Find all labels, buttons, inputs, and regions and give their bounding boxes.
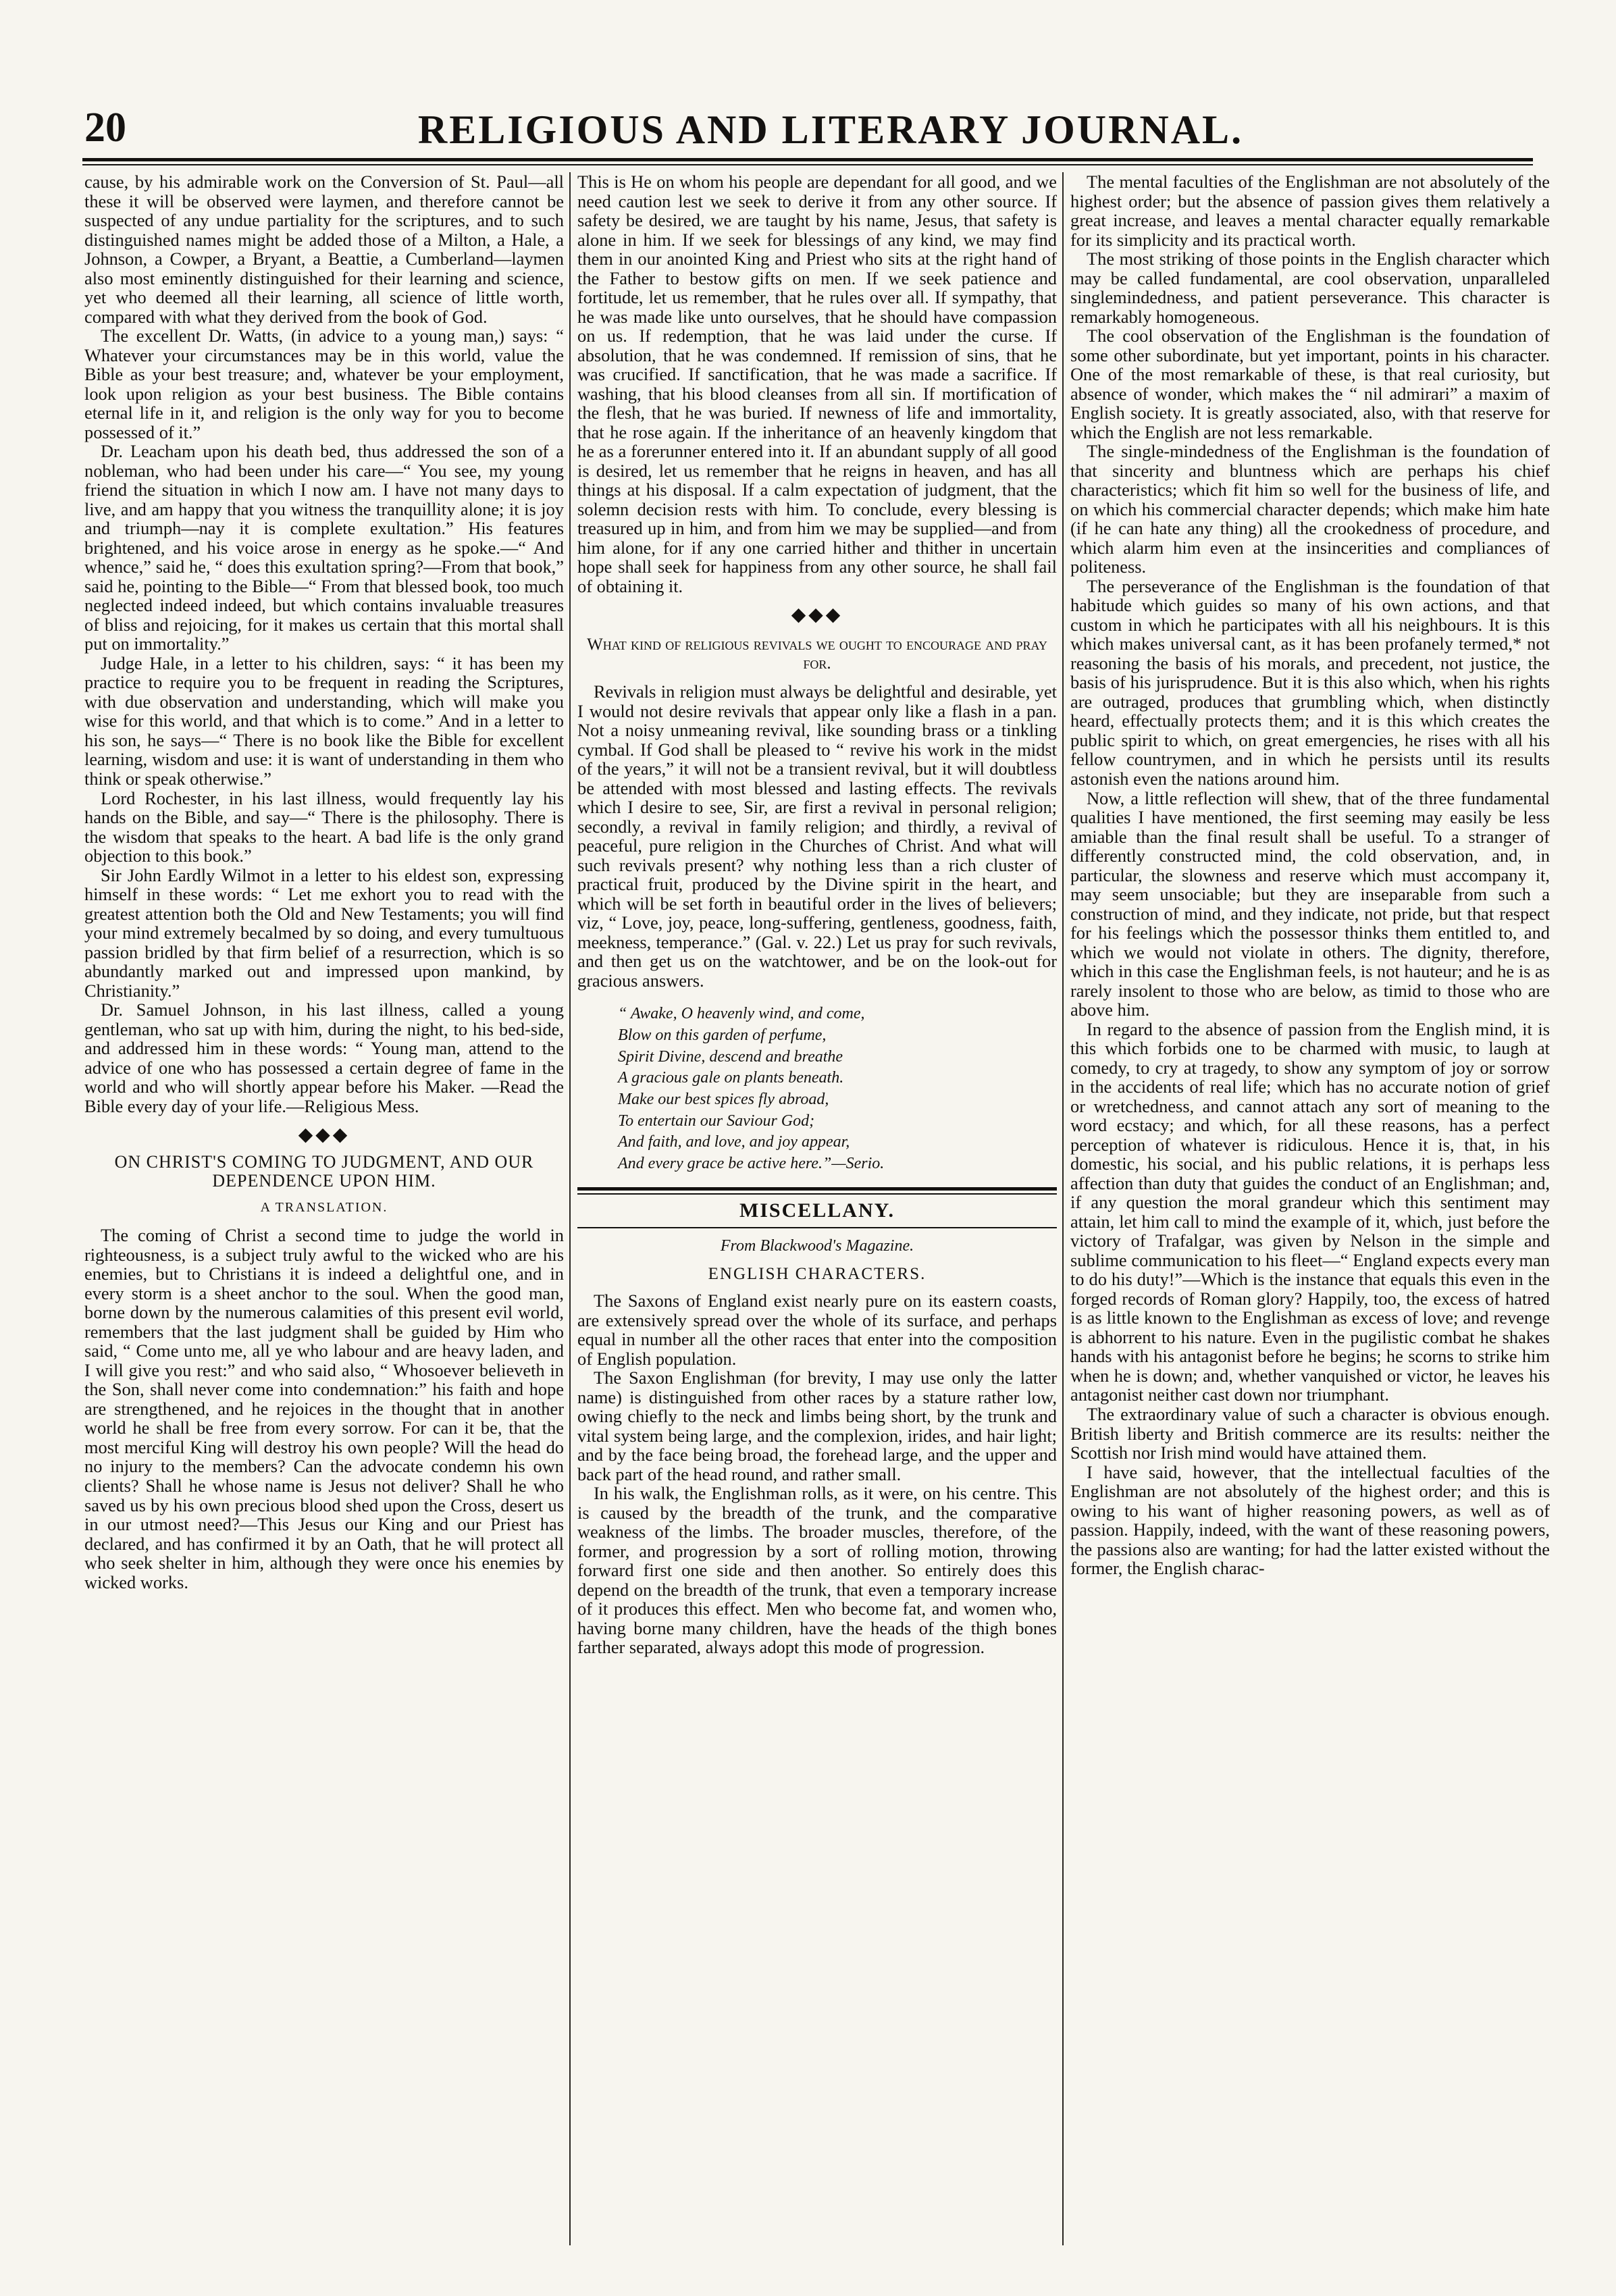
journal-title: RELIGIOUS AND LITERARY JOURNAL. [417,107,1244,152]
column-divider [1062,172,1064,2245]
paragraph: The excellent Dr. Watts, (in advice to a young man,) says: “ Whatever your circumstances may be in this world, value the Bible as your best treasure; and, whatever be your employment, look upon religion as your best business. The Bible contains eternal life in it, and religion is the only way for you to become possessed of it.” [84,325,564,442]
paragraph: The perseverance of the Englishman is the foundation of that habitude which guides so many of his own actions, and that custom in which he participates with all his neighbours. It is this which makes universal cant, as it has been profanely termed,* not reasoning the basis of his morals, and precedent, not justice, the basis of his jurisprudence. But it is this also which, when his rights are outraged, produces that grumbling which, when distinctly heard, effectually protects them; and it is this which creates the public spirit to which, on great emergencies, he rises with all his fellow countrymen, and in which he persists until its results astonish even the nations around him. [1070,575,1550,789]
paragraph: In his walk, the Englishman rolls, as it were, on his centre. This is caused by the breadth of the trunk, and the comparative weakness of the limbs. The broader muscles, therefore, of the former, and progression by a sort of rolling motion, throwing forward first one side and then another. So entirely does this depend on the breadth of the trunk, that even a temporary increase of it produces this effect. Men who become fat, and women who, having borne many children, have the heads of the thigh bones farther separated, always adopt this mode of progression. [577,1483,1057,1658]
column-3 [1070,172,1550,2252]
article-heading: ENGLISH CHARACTERS. [708,1265,927,1283]
paragraph: This is He on whom his people are dependant for all good, and we need caution lest we seek to derive it from any other source. If safety be desired, we are taught by his name, Jesus, that safety is alone in him. If we seek for blessings of any kind, we may find them in our anointed King and Priest who sits at the right hand of the Father to bestow gifts on men. If we seek patience and fortitude, let us remember, that he rules over all. If sympathy, that he was made like unto ourselves, that he should have compassion on us. If redemption, that he was laid under the curse. If absolution, that he was condemned. If remission of sins, that he was crucified. If sanctification, that he was made a sacrifice. If washing, that his blood cleanses from all sin. If mortification of the flesh, that he was buried. If newness of life and immortality, that he rose again. If the inheritance of an heavenly kingdom that he as a forerunner entered into it. If an abundant supply of all good is desired, let us remember that he reigns in heaven, and has all things at his disposal. If a calm expectation of judgment, that the solemn decision rests with him. To conclude, every blessing is treasured up in him, and from him we may be supplied—and from him alone, for if any one carried hither and thither in uncertain hope shall seek for happiness from any other source, he shall fail of obtaining it. [577,172,1057,596]
paragraph: The coming of Christ a second time to judge the world in righteousness, is a subject truly awful to the wicked who are his enemies, but to Christians it is indeed a delightful one, and in every storm is a sheet anchor to the soul. When the good man, borne down by the numerous calamities of this present evil world, remembers that the last judgment shall be guided by Him who said, “ Come unto me, all ye who labour and are heavy laden, and I will give you rest:” and who said also, “ Whosoever believeth in the Son, shall never come into condemnation:” his faith and hope are strengthened, and he rejoices in the thought that in another world he shall be free from every sorrow. For can it be, that the most merciful King will destroy his own people? Will the head do no injury to the members? Can the advocate condemn his own clients? Shall he whose name is Jesus not deliver? Shall he who saved us by his own precious blood shed upon the Cross, desert us in our utmost need?—This Jesus our King and our Priest has declared, and has confirmed it by an Oath, that he will protect all who seek shelter in him, although they were once his enemies by wicked works. [84,1225,564,1592]
paragraph: Sir John Eardly Wilmot in a letter to his eldest son, expressing himself in these words: “ Let me exhort you to read with the greatest attention both the Old and New Testaments; you will find your mind extremely becalmed by so doing, and every tumultuous passion bridled by that firm belief of a resurrection, which is so abundantly marked out and impressed upon mankind, by Christianity.” [84,864,564,1001]
article-subheading: A TRANSLATION. [260,1199,388,1215]
ornament-divider: ◆◆◆ [791,604,843,626]
paragraph: The extraordinary value of such a character is obvious enough. British liberty and British commerce are its results: neither the Scottish nor Irish mind would have attained them. [1070,1404,1550,1463]
poem-line: “ Awake, O heavenly wind, and come, [618,1005,865,1023]
paragraph: The Saxon Englishman (for brevity, I may use only the latter name) is distinguished from other races by a stature rather low, owing chiefly to the neck and limbs being short, by the trunk and vital system being large, and the complexion, irides, and hair light; and by the face being broad, the forehead large, and the upper and back part of the head round, and rather small. [577,1367,1057,1484]
poem-line: Blow on this garden of perfume, [618,1026,827,1044]
paragraph: In regard to the absence of passion from the English mind, it is this which forbids one to be charmed with music, to laugh at comedy, to cry at tragedy, to show any symptom of joy or sorrow in the accidents of real life; which has no accurate notion of grief or wretchedness, and cannot attach any sort of meaning to the word ecstacy; and which, for all these reasons, has a perfect perception of whatever is ridiculous. Hence it is, that, in his domestic, his social, and his public relations, it is perhaps less affection than duty that guides the conduct of an Englishman; and, if any question the moral grandeur which this sentiment may attain, let him call to mind the example of it, which, just before the victory of Trafalgar, was given by Nelson in the simple and sublime communication to his fleet—“ England expects every man to do his duty!”—Which is the instance that equals this even in the forged records of Roman glory? Happily, too, the excess of hatred is as little known to the Englishman as excess of love; and revenge is abhorrent to his nature. Even in the pugilistic combat he shakes hands with his antagonist before he begins; he scorns to strike him when he is down; and, whether vanquished or victor, he leaves his antagonist neither cast down nor triumphant. [1070,1018,1550,1405]
poem [618,1003,1057,1174]
paragraph: The most striking of those points in the English character which may be called fundamental, are cool observation, unparalleled singlemindedness, and patient perseverance. This character is remarkably homogeneous. [1070,249,1550,327]
paragraph: Lord Rochester, in his last illness, would frequently lay his hands on the Bible, and say—“ There is the philosophy. There is the wisdom that speaks to the heart. A bad life is the only grand objection to this book.” [84,787,564,866]
poem-line: Make our best spices fly abroad, [618,1091,829,1109]
poem-line: And faith, and love, and joy appear, [618,1133,850,1151]
paragraph: The cool observation of the Englishman is the foundation of some other subordinate, but yet important, points in his character. One of the most remarkable of these, is that real curiosity, but absence of wonder, which makes the “ nil admirari” a maxim of English society. It is greatly associated, also, with that reserve for which the English are not less remarkable. [1070,325,1550,442]
section-title: MISCELLANY. [739,1199,895,1222]
page-number: 20 [84,105,126,151]
masthead-rule-thick [82,158,1533,161]
poem-line: And every grace be active here.”—Serio. [618,1155,885,1173]
paragraph: The Saxons of England exist nearly pure on its eastern coasts, are extensively spread over the whole of its surface, and perhaps equal in number all the other races that enter into the composition of English population. [577,1290,1057,1369]
section-rule-thick [577,1187,1057,1191]
masthead-rule-thin [82,164,1533,165]
paragraph: Judge Hale, in a letter to his children, says: “ it has been my practice to require you to be frequent in reading the Scriptures, with due observation and understanding, which will make you wise for this world, and that which is to come.” And in a letter to his son, he says—“ There is no book like the Bible for excellent learning, wisdom and use: it is want of understanding in them who think or speak otherwise.” [84,652,564,789]
column-1 [84,172,564,2252]
article-source: From Blackwood's Magazine. [720,1237,914,1255]
column-divider [569,172,571,2245]
paragraph: Dr. Leacham upon his death bed, thus addressed the son of a nobleman, who had been under his care—“ You see, my young friend the situation in which I now am. I have not many days to live, and am happy that you witness the tranquillity alone; it is joy and triumph—nay it is complete exultation.” His features brightened, and his voice arose in energy as he spoke.—“ And whence,” said he, “ does this exultation spring?—From that book,” said he, pointing to the Bible—“ From that blessed book, too much neglected indeed indeed, but which contains invaluable treasures of bliss and rejoicing, for it makes us certain that this mortal shall put on immortality.” [84,441,564,654]
masthead [0,0,1616,169]
poem-line: Spirit Divine, descend and breathe [618,1047,843,1066]
section-title-rule [577,1227,1057,1228]
article-heading: What kind of religious revivals we ought to encourage and pray for. [587,635,1047,673]
poem-line: A gracious gale on plants beneath. [618,1069,844,1087]
poem-line: To entertain our Saviour God; [618,1112,815,1130]
article-heading: ON CHRIST'S COMING TO JUDGMENT, AND OUR DEPENDENCE UPON HIM. [114,1151,534,1191]
paragraph: The single-mindedness of the Englishman is the foundation of that sincerity and bluntness which are perhaps his chief characteristics; which fit him so well for the business of life, and on which his commercial character depends; which make him hate (if he can hate any thing) all the crookedness of procedure, and which alarm him even at the insincerities and compliances of politeness. [1070,441,1550,577]
ornament-divider: ◆◆◆ [298,1124,350,1146]
paragraph: I have said, however, that the intellectual faculties of the Englishman are not absolutely of the highest order; and this is owing to his want of higher reasoning powers, as well as of passion. Happily, indeed, with the want of these reasoning powers, the passions also are wanting; for had the latter existed without the former, the English charac- [1070,1461,1550,1579]
paragraph: Revivals in religion must always be delightful and desirable, yet I would not desire revivals that appear only like a flash in a pan. Not a noisy unmeaning revival, like sounding brass or a tinkling cymbal. If God shall be pleased to “ revive his work in the midst of the years,” it will not be a transient revival, but it will doubtless be attended with most blessed and lasting effects. The revivals which I desire to see, Sir, are first a revival in personal religion; secondly, a revival in family religion; and thirdly, a revival of peaceful, pure religion in the Churches of Christ. And what will such revivals present? why nothing less than a rich cluster of practical fruit, produced by the Divine spirit in the heart, and which will be set forth in beautiful order in the lives of believers; viz, “ Love, joy, peace, long-suffering, gentleness, goodness, faith, meekness, temperance.” (Gal. v. 22.) Let us pray for such revivals, and then get us on the watchtower, and be on the look-out for gracious answers. [577,681,1057,991]
paragraph: cause, by his admirable work on the Conversion of St. Paul—all these it will be observed were laymen, and therefore cannot be suspected of any undue partiality for the scriptures, and to such distinguished names might be added those of a Milton, a Hale, a Johnson, a Cowper, a Bryant, a Beattie, a Cumberland—laymen also most eminently distinguished for their learning and science, yet who deemed all their learning, all science of little worth, compared with what they derived from the book of God. [84,172,564,327]
paragraph: The mental faculties of the Englishman are not absolutely of the highest order; but the absence of passion gives them relatively a great increase, and leaves a mental character equally remarkable for its simplicity and its practical worth. [1070,172,1550,250]
section-rule-thin [577,1193,1057,1195]
paragraph: Dr. Samuel Johnson, in his last illness, called a young gentleman, who sat up with him, during the night, to his bed-side, and addressed him in these words: “ Young man, attend to the advice of one who has possessed a certain degree of fame in the world and who will shortly appear before his Maker. —Read the Bible every day of your life.—Religious Mess. [84,999,564,1116]
column-2 [577,172,1057,2252]
paragraph: Now, a little reflection will shew, that of the three fundamental qualities I have mentioned, the first seeming may easily be less amiable than the final result shall be useful. To a stranger of differently constructed mind, the cold observation, and, in particular, the slowness and reserve which must accompany it, may seem unsociable; but they are inseparable from such a construction of mind, and they indicate, not pride, but that respect for his feelings which the possessor thinks them entitled to, and which we would not violate in others. The dignity, therefore, which in this case the Englishman feels, is not hauteur; and he is as rarely insolent to those who are below, as timid to those who are above him. [1070,787,1550,1020]
